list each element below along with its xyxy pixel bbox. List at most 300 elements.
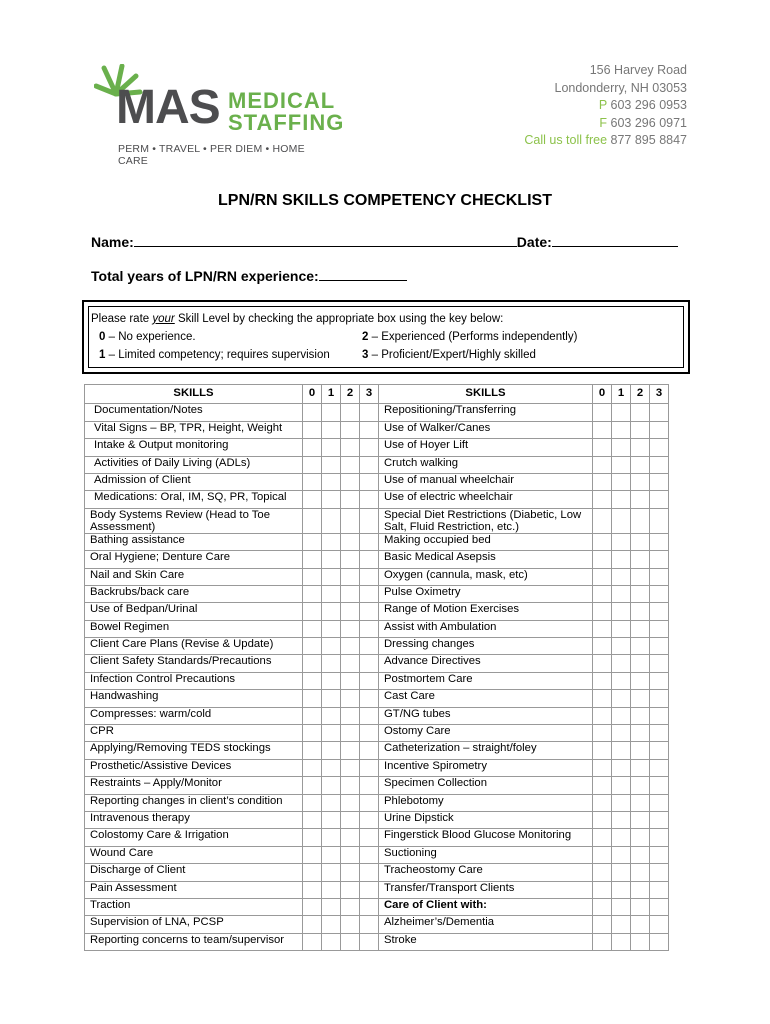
rating-box-left-1[interactable] — [322, 829, 341, 846]
table-row — [85, 829, 669, 846]
rating-box-left-1[interactable] — [322, 439, 341, 456]
rating-box-left-0[interactable] — [303, 603, 322, 620]
rating-box-left-2[interactable] — [341, 707, 360, 724]
rating-box-left-3[interactable] — [360, 404, 379, 421]
table-row — [85, 759, 669, 776]
rating-box-right-1[interactable] — [612, 829, 631, 846]
rating-box-left-0[interactable] — [303, 916, 322, 933]
skill-right: Transfer/Transport Clients — [379, 881, 593, 898]
rating-box-right-0[interactable] — [593, 864, 612, 881]
rating-box-left-3[interactable] — [360, 881, 379, 898]
rating-box-left-0[interactable] — [303, 404, 322, 421]
rating-box-left-3[interactable] — [360, 759, 379, 776]
rating-box-right-0[interactable] — [593, 491, 612, 508]
contact-fax — [524, 115, 687, 133]
rating-box-right-1[interactable] — [612, 846, 631, 863]
table-row — [85, 638, 669, 655]
rating-box-left-0[interactable] — [303, 933, 322, 950]
rating-box-right-1[interactable] — [612, 759, 631, 776]
rating-box-right-1[interactable] — [612, 742, 631, 759]
rating-box-left-2[interactable] — [341, 620, 360, 637]
rating-box-right-3[interactable] — [650, 551, 669, 568]
rating-box-left-1[interactable] — [322, 759, 341, 776]
date-field[interactable] — [552, 232, 678, 247]
rating-box-left-0[interactable] — [303, 846, 322, 863]
rating-box-right-1[interactable] — [612, 551, 631, 568]
rating-box-left-2[interactable] — [341, 672, 360, 689]
rating-key-text — [91, 310, 671, 364]
rating-box-right-2[interactable] — [631, 585, 650, 602]
name-date-line — [91, 232, 678, 250]
rating-box-left-0[interactable] — [303, 864, 322, 881]
rating-box-right-2[interactable] — [631, 759, 650, 776]
rating-box-right-1[interactable] — [612, 916, 631, 933]
rating-box-left-0[interactable] — [303, 690, 322, 707]
rating-box-right-0[interactable] — [593, 533, 612, 550]
rating-box-right-3[interactable] — [650, 473, 669, 490]
rating-box-right-0[interactable] — [593, 672, 612, 689]
rating-box-right-0[interactable] — [593, 933, 612, 950]
rating-box-left-1[interactable] — [322, 707, 341, 724]
skill-right: Suctioning — [379, 846, 593, 863]
rating-box-right-3[interactable] — [650, 585, 669, 602]
skill-left: Documentation/Notes — [85, 404, 303, 421]
rating-box-left-2[interactable] — [341, 742, 360, 759]
rating-box-left-1[interactable] — [322, 491, 341, 508]
name-field[interactable] — [134, 232, 517, 247]
rating-box-left-1[interactable] — [322, 568, 341, 585]
rating-box-left-2[interactable] — [341, 794, 360, 811]
rating-box-right-1[interactable] — [612, 898, 631, 915]
rating-box-left-2[interactable] — [341, 864, 360, 881]
rating-box-right-2[interactable] — [631, 491, 650, 508]
rating-box-right-0[interactable] — [593, 551, 612, 568]
rating-box-left-0[interactable] — [303, 759, 322, 776]
rating-box-right-2[interactable] — [631, 690, 650, 707]
skill-right: Special Diet Restrictions (Diabetic, Low Salt, Fluid Restriction, etc.) — [379, 508, 593, 533]
skill-right: Assist with Ambulation — [379, 620, 593, 637]
rating-box-right-3[interactable] — [650, 916, 669, 933]
rating-box-right-3[interactable] — [650, 742, 669, 759]
rating-box-right-2[interactable] — [631, 404, 650, 421]
rating-box-right-0[interactable] — [593, 620, 612, 637]
rating-box-left-3[interactable] — [360, 456, 379, 473]
rating-box-right-2[interactable] — [631, 829, 650, 846]
rating-box-left-1[interactable] — [322, 620, 341, 637]
rating-box-left-1[interactable] — [322, 916, 341, 933]
rating-box-left-2[interactable] — [341, 916, 360, 933]
skill-left: Restraints – Apply/Monitor — [85, 777, 303, 794]
rating-box-left-0[interactable] — [303, 638, 322, 655]
rating-box-right-3[interactable] — [650, 829, 669, 846]
rating-box-left-3[interactable] — [360, 898, 379, 915]
rating-box-right-0[interactable] — [593, 690, 612, 707]
rating-box-left-3[interactable] — [360, 533, 379, 550]
rating-box-right-2[interactable] — [631, 777, 650, 794]
rating-box-left-0[interactable] — [303, 620, 322, 637]
rating-box-left-3[interactable] — [360, 672, 379, 689]
rating-box-right-0[interactable] — [593, 655, 612, 672]
rating-box-right-0[interactable] — [593, 829, 612, 846]
key-intro: Please rate your Skill Level by checking the appropriate box using the key below: — [91, 313, 504, 325]
rating-box-left-2[interactable] — [341, 846, 360, 863]
rating-box-left-1[interactable] — [322, 725, 341, 742]
rating-box-left-3[interactable] — [360, 439, 379, 456]
rating-box-left-2[interactable] — [341, 898, 360, 915]
skill-right: Stroke — [379, 933, 593, 950]
rating-box-right-0[interactable] — [593, 473, 612, 490]
rating-box-left-1[interactable] — [322, 551, 341, 568]
rating-box-left-2[interactable] — [341, 690, 360, 707]
table-row — [85, 439, 669, 456]
rating-box-right-0[interactable] — [593, 725, 612, 742]
table-row — [85, 603, 669, 620]
rating-box-right-3[interactable] — [650, 794, 669, 811]
rating-box-right-2[interactable] — [631, 916, 650, 933]
rating-box-left-1[interactable] — [322, 690, 341, 707]
skill-right: Phlebotomy — [379, 794, 593, 811]
rating-box-left-3[interactable] — [360, 568, 379, 585]
date-label: Date: — [516, 234, 552, 250]
rating-box-left-0[interactable] — [303, 672, 322, 689]
rating-box-left-3[interactable] — [360, 916, 379, 933]
rating-box-right-3[interactable] — [650, 568, 669, 585]
rating-box-right-1[interactable] — [612, 404, 631, 421]
rating-box-right-0[interactable] — [593, 638, 612, 655]
rating-box-right-2[interactable] — [631, 421, 650, 438]
rating-box-right-2[interactable] — [631, 456, 650, 473]
rating-box-right-3[interactable] — [650, 864, 669, 881]
skill-right: GT/NG tubes — [379, 707, 593, 724]
logo-tagline: PERM • TRAVEL • PER DIEM • HOME CARE — [118, 143, 305, 167]
rating-box-right-0[interactable] — [593, 508, 612, 533]
rating-box-left-2[interactable] — [341, 421, 360, 438]
rating-box-left-0[interactable] — [303, 655, 322, 672]
years-field[interactable] — [319, 266, 407, 281]
rating-box-right-1[interactable] — [612, 473, 631, 490]
rating-box-left-2[interactable] — [341, 491, 360, 508]
rating-box-right-0[interactable] — [593, 846, 612, 863]
rating-box-left-2[interactable] — [341, 404, 360, 421]
skill-right: Basic Medical Asepsis — [379, 551, 593, 568]
rating-box-left-1[interactable] — [322, 933, 341, 950]
rating-box-left-1[interactable] — [322, 533, 341, 550]
rating-box-right-1[interactable] — [612, 777, 631, 794]
rating-box-left-3[interactable] — [360, 690, 379, 707]
rating-box-left-2[interactable] — [341, 603, 360, 620]
rating-box-right-0[interactable] — [593, 404, 612, 421]
rating-box-left-3[interactable] — [360, 585, 379, 602]
rating-box-right-2[interactable] — [631, 473, 650, 490]
skill-left: CPR — [85, 725, 303, 742]
rating-box-left-3[interactable] — [360, 864, 379, 881]
rating-box-right-1[interactable] — [612, 933, 631, 950]
rating-box-left-2[interactable] — [341, 829, 360, 846]
rating-box-left-0[interactable] — [303, 707, 322, 724]
rating-box-left-0[interactable] — [303, 456, 322, 473]
rating-box-left-2[interactable] — [341, 933, 360, 950]
rating-box-left-1[interactable] — [322, 777, 341, 794]
rating-box-right-0[interactable] — [593, 568, 612, 585]
table-row — [85, 551, 669, 568]
rating-box-left-3[interactable] — [360, 829, 379, 846]
rating-box-left-3[interactable] — [360, 777, 379, 794]
rating-box-right-1[interactable] — [612, 638, 631, 655]
rating-box-right-0[interactable] — [593, 811, 612, 828]
rating-box-right-1[interactable] — [612, 655, 631, 672]
rating-box-right-2[interactable] — [631, 742, 650, 759]
rating-box-right-2[interactable] — [631, 655, 650, 672]
rating-box-right-2[interactable] — [631, 846, 650, 863]
rating-box-right-0[interactable] — [593, 707, 612, 724]
rating-box-right-2[interactable] — [631, 603, 650, 620]
rating-box-right-3[interactable] — [650, 655, 669, 672]
rating-box-right-0[interactable] — [593, 421, 612, 438]
rating-box-left-0[interactable] — [303, 742, 322, 759]
rating-box-right-3[interactable] — [650, 638, 669, 655]
rating-box-left-1[interactable] — [322, 655, 341, 672]
skill-left: Infection Control Precautions — [85, 672, 303, 689]
rating-box-left-2[interactable] — [341, 638, 360, 655]
rating-box-left-0[interactable] — [303, 811, 322, 828]
rating-box-left-0[interactable] — [303, 568, 322, 585]
rating-box-right-0[interactable] — [593, 439, 612, 456]
rating-box-left-1[interactable] — [322, 794, 341, 811]
rating-box-right-3[interactable] — [650, 603, 669, 620]
rating-box-left-1[interactable] — [322, 811, 341, 828]
rating-box-right-3[interactable] — [650, 881, 669, 898]
skill-right: Repositioning/Transferring — [379, 404, 593, 421]
rating-box-left-1[interactable] — [322, 421, 341, 438]
rating-box-left-3[interactable] — [360, 491, 379, 508]
rating-box-left-0[interactable] — [303, 508, 322, 533]
rating-box-right-3[interactable] — [650, 898, 669, 915]
rating-box-right-1[interactable] — [612, 603, 631, 620]
rating-box-right-2[interactable] — [631, 638, 650, 655]
skill-right: Oxygen (cannula, mask, etc) — [379, 568, 593, 585]
rating-box-left-1[interactable] — [322, 603, 341, 620]
rating-box-right-1[interactable] — [612, 794, 631, 811]
rating-box-left-0[interactable] — [303, 439, 322, 456]
rating-box-left-3[interactable] — [360, 933, 379, 950]
rating-box-left-1[interactable] — [322, 404, 341, 421]
rating-box-left-3[interactable] — [360, 794, 379, 811]
rating-box-right-2[interactable] — [631, 707, 650, 724]
rating-box-left-0[interactable] — [303, 533, 322, 550]
skill-right: Specimen Collection — [379, 777, 593, 794]
company-logo — [88, 60, 345, 167]
rating-box-right-1[interactable] — [612, 439, 631, 456]
rating-box-right-3[interactable] — [650, 491, 669, 508]
rating-box-left-1[interactable] — [322, 898, 341, 915]
fax-prefix: F — [599, 115, 608, 130]
rating-box-left-3[interactable] — [360, 655, 379, 672]
rating-box-left-0[interactable] — [303, 585, 322, 602]
rating-box-right-0[interactable] — [593, 794, 612, 811]
rating-box-left-1[interactable] — [322, 473, 341, 490]
skill-left: Bathing assistance — [85, 533, 303, 550]
rating-box-right-0[interactable] — [593, 603, 612, 620]
rating-box-right-1[interactable] — [612, 864, 631, 881]
rating-box-right-1[interactable] — [612, 707, 631, 724]
page-title: LPN/RN SKILLS COMPETENCY CHECKLIST — [218, 192, 552, 209]
rating-box-left-3[interactable] — [360, 620, 379, 637]
key-3: 3 – Proficient/Expert/Highly skilled — [362, 349, 536, 361]
rating-box-right-3[interactable] — [650, 725, 669, 742]
rating-box-right-1[interactable] — [612, 811, 631, 828]
rating-box-right-0[interactable] — [593, 777, 612, 794]
rating-box-left-2[interactable] — [341, 551, 360, 568]
rating-box-right-3[interactable] — [650, 707, 669, 724]
table-row — [85, 881, 669, 898]
rating-box-right-1[interactable] — [612, 620, 631, 637]
skill-left: Client Care Plans (Revise & Update) — [85, 638, 303, 655]
rating-box-left-1[interactable] — [322, 638, 341, 655]
rating-box-right-2[interactable] — [631, 864, 650, 881]
table-row — [85, 404, 669, 421]
rating-box-left-1[interactable] — [322, 508, 341, 533]
rating-box-right-2[interactable] — [631, 672, 650, 689]
rating-box-right-3[interactable] — [650, 456, 669, 473]
rating-box-right-3[interactable] — [650, 421, 669, 438]
rating-box-left-2[interactable] — [341, 655, 360, 672]
rating-box-left-1[interactable] — [322, 846, 341, 863]
rating-box-left-2[interactable] — [341, 473, 360, 490]
rating-box-right-0[interactable] — [593, 898, 612, 915]
rating-box-left-3[interactable] — [360, 707, 379, 724]
rating-box-right-0[interactable] — [593, 916, 612, 933]
rating-box-left-0[interactable] — [303, 551, 322, 568]
rating-box-left-3[interactable] — [360, 742, 379, 759]
rating-box-left-0[interactable] — [303, 881, 322, 898]
rating-box-right-2[interactable] — [631, 898, 650, 915]
table-header-row: SKILLS 0 1 2 3 SKILLS 0 1 2 3 — [85, 385, 669, 404]
rating-box-left-3[interactable] — [360, 473, 379, 490]
rating-box-left-3[interactable] — [360, 421, 379, 438]
rating-box-right-3[interactable] — [650, 759, 669, 776]
rating-box-left-2[interactable] — [341, 881, 360, 898]
rating-box-left-3[interactable] — [360, 846, 379, 863]
rating-box-left-0[interactable] — [303, 491, 322, 508]
rating-box-left-3[interactable] — [360, 638, 379, 655]
rating-box-right-3[interactable] — [650, 846, 669, 863]
rating-box-left-0[interactable] — [303, 829, 322, 846]
rating-box-left-3[interactable] — [360, 725, 379, 742]
rating-box-left-2[interactable] — [341, 725, 360, 742]
rating-box-right-0[interactable] — [593, 742, 612, 759]
rating-box-left-0[interactable] — [303, 725, 322, 742]
table-row — [85, 794, 669, 811]
rating-box-right-1[interactable] — [612, 672, 631, 689]
rating-box-right-3[interactable] — [650, 811, 669, 828]
rating-box-right-2[interactable] — [631, 568, 650, 585]
rating-box-left-3[interactable] — [360, 603, 379, 620]
rating-box-left-3[interactable] — [360, 811, 379, 828]
rating-box-right-2[interactable] — [631, 794, 650, 811]
rating-box-right-1[interactable] — [612, 456, 631, 473]
rating-box-right-1[interactable] — [612, 568, 631, 585]
rating-box-right-2[interactable] — [631, 811, 650, 828]
rating-box-left-2[interactable] — [341, 456, 360, 473]
phone-number: 603 296 0953 — [610, 98, 687, 112]
rating-box-right-1[interactable] — [612, 690, 631, 707]
rating-box-left-1[interactable] — [322, 881, 341, 898]
rating-box-right-2[interactable] — [631, 551, 650, 568]
rating-box-left-1[interactable] — [322, 672, 341, 689]
rating-box-right-0[interactable] — [593, 585, 612, 602]
rating-box-right-1[interactable] — [612, 533, 631, 550]
rating-box-left-2[interactable] — [341, 568, 360, 585]
rating-box-right-2[interactable] — [631, 533, 650, 550]
rating-box-left-0[interactable] — [303, 473, 322, 490]
contact-city: Londonderry, NH 03053 — [554, 80, 687, 95]
rating-box-right-1[interactable] — [612, 881, 631, 898]
rating-box-right-2[interactable] — [631, 620, 650, 637]
rating-box-left-2[interactable] — [341, 508, 360, 533]
rating-box-right-2[interactable] — [631, 508, 650, 533]
rating-box-left-1[interactable] — [322, 585, 341, 602]
rating-box-right-3[interactable] — [650, 404, 669, 421]
rating-box-right-2[interactable] — [631, 881, 650, 898]
skill-left: Activities of Daily Living (ADLs) — [85, 456, 303, 473]
rating-box-right-2[interactable] — [631, 439, 650, 456]
table-row — [85, 568, 669, 585]
rating-box-right-1[interactable] — [612, 725, 631, 742]
rating-box-right-0[interactable] — [593, 456, 612, 473]
rating-box-right-2[interactable] — [631, 933, 650, 950]
rating-box-left-2[interactable] — [341, 777, 360, 794]
rating-box-left-0[interactable] — [303, 421, 322, 438]
rating-box-right-3[interactable] — [650, 690, 669, 707]
rating-box-right-3[interactable] — [650, 439, 669, 456]
skill-right: Care of Client with: — [379, 898, 593, 915]
rating-box-left-2[interactable] — [341, 811, 360, 828]
rating-box-left-1[interactable] — [322, 456, 341, 473]
rating-box-left-2[interactable] — [341, 759, 360, 776]
rating-box-right-3[interactable] — [650, 508, 669, 533]
rating-box-right-0[interactable] — [593, 759, 612, 776]
rating-box-right-3[interactable] — [650, 672, 669, 689]
rating-box-left-2[interactable] — [341, 439, 360, 456]
rating-box-left-1[interactable] — [322, 742, 341, 759]
logo-mas-text: MAS — [116, 81, 220, 134]
rating-box-left-3[interactable] — [360, 508, 379, 533]
rating-box-right-3[interactable] — [650, 620, 669, 637]
rating-box-left-2[interactable] — [341, 585, 360, 602]
skill-right: Pulse Oximetry — [379, 585, 593, 602]
skill-left: Oral Hygiene; Denture Care — [85, 551, 303, 568]
rating-box-right-3[interactable] — [650, 933, 669, 950]
rating-box-right-3[interactable] — [650, 777, 669, 794]
rating-box-right-1[interactable] — [612, 508, 631, 533]
rating-box-left-0[interactable] — [303, 777, 322, 794]
rating-box-left-2[interactable] — [341, 533, 360, 550]
rating-box-right-3[interactable] — [650, 533, 669, 550]
table-row — [85, 491, 669, 508]
rating-box-left-0[interactable] — [303, 794, 322, 811]
skill-right: Postmortem Care — [379, 672, 593, 689]
rating-box-left-3[interactable] — [360, 551, 379, 568]
rating-box-right-1[interactable] — [612, 491, 631, 508]
skill-left: Colostomy Care & Irrigation — [85, 829, 303, 846]
rating-box-right-1[interactable] — [612, 585, 631, 602]
rating-box-right-1[interactable] — [612, 421, 631, 438]
rating-box-left-0[interactable] — [303, 898, 322, 915]
rating-box-right-2[interactable] — [631, 725, 650, 742]
rating-box-right-0[interactable] — [593, 881, 612, 898]
rating-box-left-1[interactable] — [322, 864, 341, 881]
contact-street: 156 Harvey Road — [589, 63, 687, 77]
